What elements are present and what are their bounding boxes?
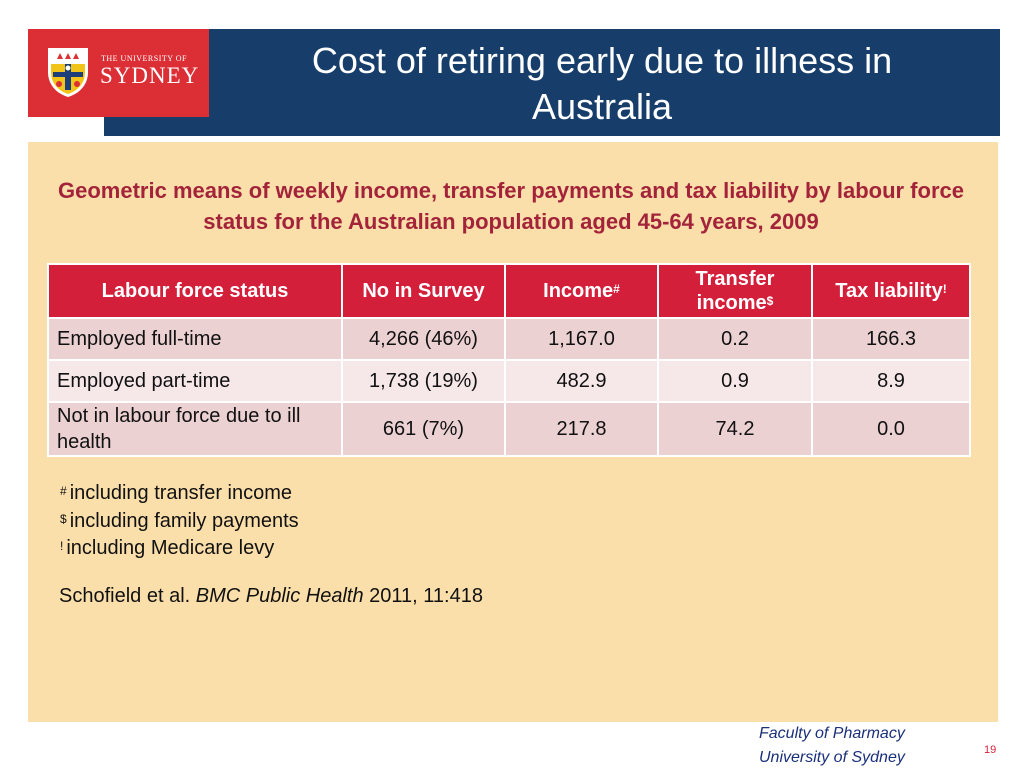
logo-wordmark-top: THE UNIVERSITY OF [101, 54, 187, 63]
header-income: Income# [505, 264, 658, 318]
footer-faculty: Faculty of Pharmacy [759, 725, 905, 742]
footnote: # including transfer income [60, 482, 293, 504]
cell-income: 1,167.0 [505, 318, 658, 360]
citation [59, 585, 483, 608]
citation-details: 2011, 11:418 [369, 585, 483, 607]
table-row [48, 318, 970, 360]
header-labour-force-status: Labour force status [48, 264, 342, 318]
cell-count: 1,738 (19%) [342, 360, 505, 402]
university-crest-icon [46, 46, 90, 98]
table-caption: Geometric means of weekly income, transfer payments and tax liability by labour force status for the Australian population aged 45-64 years, 2009 [58, 178, 964, 234]
income-footnote-marker: # [613, 282, 620, 296]
cell-tax: 8.9 [812, 360, 970, 402]
footer-university: University of Sydney [759, 749, 905, 766]
cell-tax: 166.3 [812, 318, 970, 360]
citation-authors: Schofield et al. [59, 585, 191, 607]
header-transfer-income: Transfer income$ [658, 264, 812, 318]
table-row [48, 402, 970, 456]
cell-status: Employed full-time [48, 318, 342, 360]
transfer-footnote-marker: $ [766, 294, 774, 308]
cell-status: Employed part-time [48, 360, 342, 402]
cell-status: Not in labour force due to ill health [48, 402, 342, 456]
footer-credit [759, 722, 905, 770]
cell-transfer: 74.2 [658, 402, 812, 456]
cell-transfer: 0.2 [658, 318, 812, 360]
table-header-row [48, 264, 970, 318]
cell-count: 661 (7%) [342, 402, 505, 456]
cell-transfer: 0.9 [658, 360, 812, 402]
footnotes [60, 480, 299, 563]
page-number: 19 [984, 744, 997, 756]
income-table [47, 263, 971, 457]
tax-footnote-marker: ! [942, 282, 947, 296]
slide-title: Cost of retiring early due to illness in Australia [311, 40, 893, 127]
university-logo [28, 29, 209, 117]
header-tax-liability: Tax liability! [812, 264, 970, 318]
logo-wordmark: SYDNEY [100, 63, 200, 88]
cell-count: 4,266 (46%) [342, 318, 505, 360]
footnote: $ including family payments [60, 509, 299, 532]
footnote: ! including Medicare levy [60, 537, 275, 559]
cell-tax: 0.0 [812, 402, 970, 456]
header-no-in-survey: No in Survey [342, 264, 505, 318]
cell-income: 217.8 [505, 402, 658, 456]
table-row [48, 360, 970, 402]
cell-income: 482.9 [505, 360, 658, 402]
citation-journal: BMC Public Health [195, 585, 364, 607]
